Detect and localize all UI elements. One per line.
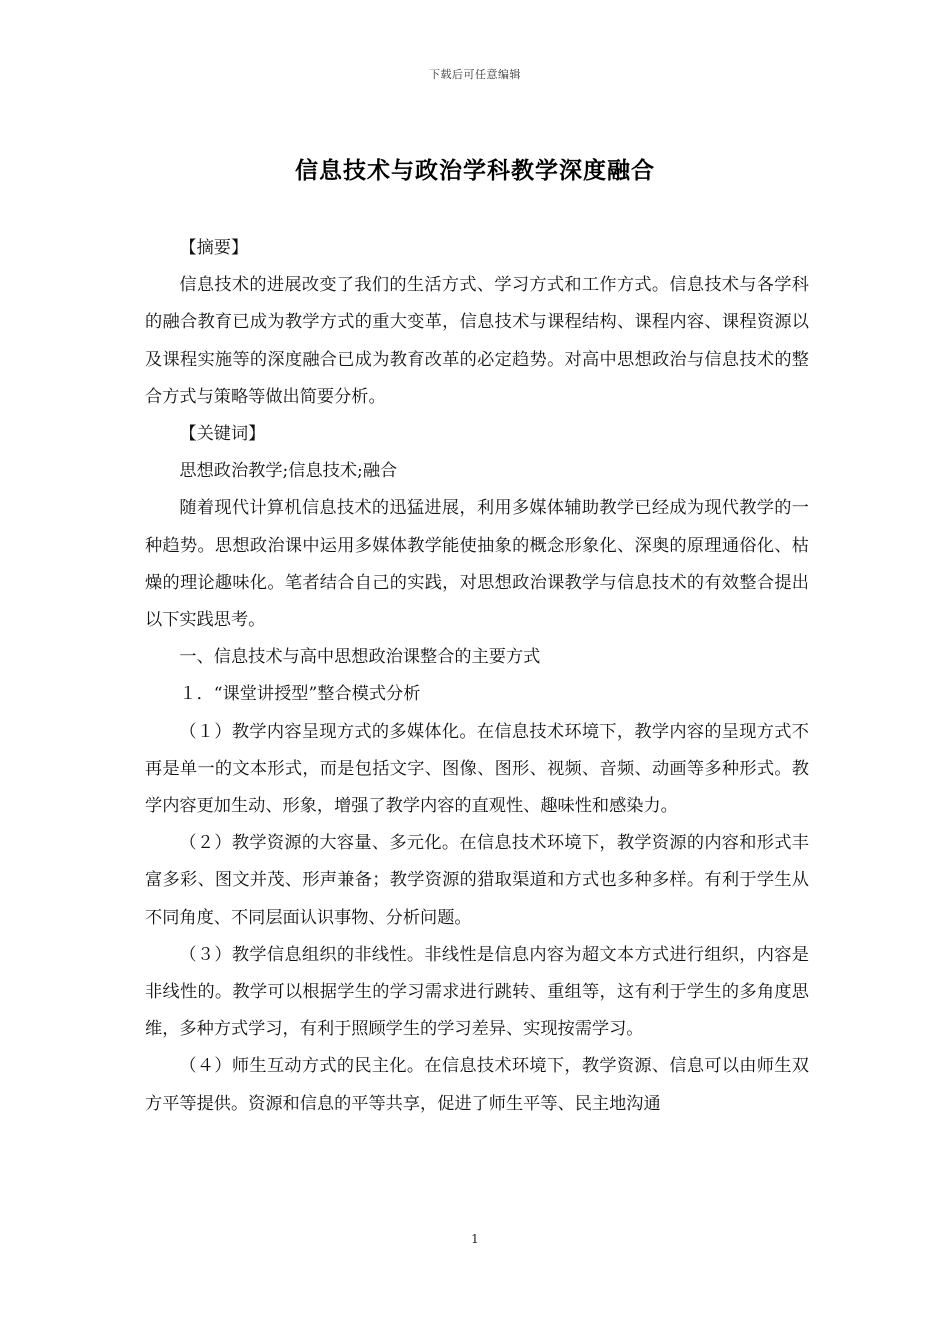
document-body — [145, 230, 809, 1123]
header-note: 下载后可任意编辑 — [429, 68, 521, 81]
abstract-paragraph: 信息技术的进展改变了我们的生活方式、学习方式和工作方式。信息技术与各学科的融合教育已成为教学方式的重大变革，信息技术与课程结构、课程内容、课程资源以及课程实施等的深度融合已成为教育改革的必定趋势。对高中思想政治与信息技术的整合方式与策略等做出简要分析。 — [145, 275, 809, 407]
body-paragraph: （１）教学内容呈现方式的多媒体化。在信息技术环境下，教学内容的呈现方式不再是单一的文本形式，而是包括文字、图像、图形、视频、音频、动画等多种形式。教学内容更加生动、形象，增强了教学内容的直观性、趣味性和感染力。 — [145, 721, 809, 817]
abstract-heading: 【摘要】 — [179, 238, 249, 258]
page-number: 1 — [471, 1232, 479, 1246]
body-paragraph: （２）教学资源的大容量、多元化。在信息技术环境下，教学资源的内容和形式丰富多彩、图文并茂、形声兼备；教学资源的猎取渠道和方式也多种多样。有利于学生从不同角度、不同层面认识事物、分析问题。 — [145, 833, 809, 928]
body-paragraph: （３）教学信息组织的非线性。非线性是信息内容为超文本方式进行组织，内容是非线性的。教学可以根据学生的学习需求进行跳转、重组等，这有利于学生的多角度思维，多种方式学习，有利于照顾学生的学习差异、实现按需学习。 — [145, 944, 809, 1040]
section-heading: 一、信息技术与高中思想政治课整合的主要方式 — [179, 647, 541, 668]
keywords-heading: 【关键词】 — [179, 424, 266, 445]
document-title: 信息技术与政治学科教学深度融合 — [295, 158, 655, 184]
intro-paragraph: 随着现代计算机信息技术的迅猛进展，利用多媒体辅助教学已经成为现代教学的一种趋势。思想政治课中运用多媒体教学能使抽象的概念形象化、深奥的原理通俗化、枯燥的理论趣味化。笔者结合自己的实践，对思想政治课教学与信息技术的有效整合提出以下实践思考。 — [145, 498, 809, 631]
subsection-heading: １．“课堂讲授型”整合模式分析 — [179, 684, 421, 705]
body-paragraph: （４）师生互动方式的民主化。在信息技术环境下，教学资源、信息可以由师生双方平等提供。资源和信息的平等共享，促进了师生平等、民主地沟通 — [145, 1056, 809, 1114]
keywords-paragraph: 思想政治教学;信息技术;融合 — [179, 461, 398, 482]
